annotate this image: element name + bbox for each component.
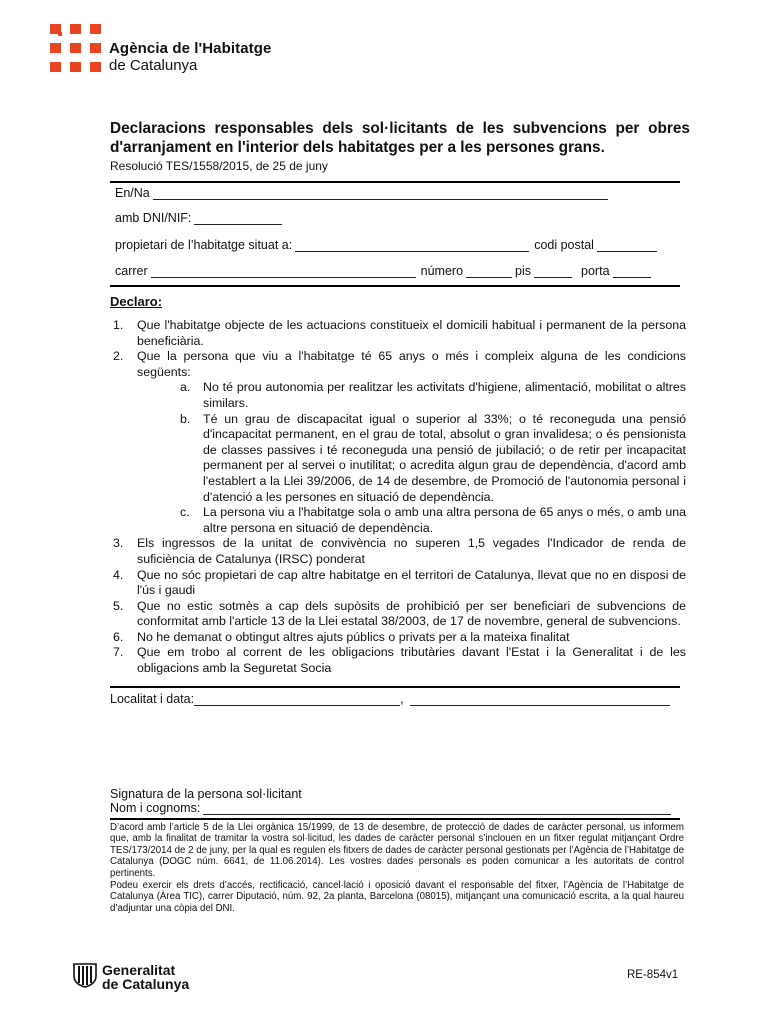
dni-field[interactable] bbox=[194, 212, 282, 225]
porta-field[interactable] bbox=[613, 265, 651, 278]
numero-label: número bbox=[420, 264, 464, 278]
codi-postal-field[interactable] bbox=[597, 239, 657, 252]
list-item: 4. Que no sóc propietari de cap altre habitatge en el territori de Catalunya, llevat que no en disposi de l'ús i gaudi bbox=[113, 567, 686, 598]
list-item: 2. Que la persona que viu a l'habitatge té 65 anys o més i compleix alguna de les condicions següents: bbox=[113, 349, 686, 379]
carrer-label: carrer bbox=[115, 264, 148, 278]
list-item: 3. Els ingressos de la unitat de convivència no superen 1,5 vegades l'Indicador de renda de suficiència de Catalunya (IRSC) ponderat bbox=[113, 536, 686, 566]
generalitat-emblem-icon bbox=[72, 962, 98, 988]
agency-name: Agència de l'Habitatge bbox=[109, 40, 272, 57]
localitat-label: Localitat i data: bbox=[110, 692, 195, 706]
enna-field[interactable] bbox=[153, 187, 608, 200]
divider bbox=[110, 181, 680, 183]
divider bbox=[110, 285, 680, 287]
propietari-label: propietari de l’habitatge situat a: bbox=[115, 238, 293, 252]
data-protection-notice: D’acord amb l’article 5 de la Llei orgànica 15/1999, de 13 de desembre, de protecció de dades de caràcter personal, us informem que, amb la finalitat de tramitar la vostra sol·licitud, les dades de caràcter personal s’inclouen en un fitxer regulat mitjançant Ordre TES/173/2014 de 2 de juny, per la qual es regulen els fitxers de dades de caràcter personal gestionats per l’Agència de l’Habitatge de Catalunya (DOGC núm. 6641, de 11.06.2014). Les vostres dades personals es poden comunicar a les autoritats de control pertinents. Podeu exercir els drets d’accés, rectificació, cancel·lació i oposició davant el responsable del fitxer, l’Agència de l’Habitatge de Catalunya (Àrea TIC), carrer Diputació, núm. 92, 2a planta, Barcelona (08015), mitjançant una comunicació escrita, a la qual haureu d’adjuntar una còpia del DNI. bbox=[110, 822, 684, 914]
carrer-field[interactable] bbox=[151, 265, 416, 278]
list-item: 6. No he demanat o obtingut altres ajuts públics o privats per a la mateixa finalitat bbox=[113, 629, 570, 644]
agency-logo-icon bbox=[50, 24, 101, 72]
declarations-list bbox=[110, 318, 686, 677]
generalitat-logo-text: Generalitat de Catalunya bbox=[102, 962, 190, 992]
list-subitem: b. Té un grau de discapacitat igual o superior al 33%; o té reconeguda una pensió d'incapacitat permanent, en el grau de total, absolut o gran invalidesa; o és pensionista de classes passives i té reconeguda una pensió de jubilació; o de retir per incapacitat permanent per al servei o inutilitat; o acredita algun grau de dependència, d'acord amb l'establert a la Llei 39/2006, de 14 de desembre, de Promoció de l'autonomia personal i d'atenció a les persones en situació de dependència. bbox=[180, 411, 686, 504]
dni-label: amb DNI/NIF: bbox=[115, 211, 192, 225]
list-item: 5. Que no estic sotmès a cap dels supòsits de prohibició per ser beneficiari de subvencions de conformitat amb l'article 13 de la Llei estatal 38/2003, de 17 de novembre, general de subvencions. bbox=[113, 598, 686, 629]
enna-row bbox=[115, 186, 611, 200]
list-item: 7. Que em trobo al corrent de les obligacions tributàries davant l'Estat i la Generalitat i de les obligacions amb la Seguretat Socia bbox=[113, 645, 686, 676]
list-item: 1. Que l'habitatge objecte de les actuacions constitueix el domicili habitual i permanent de la persona beneficiària. bbox=[113, 318, 686, 348]
list-subitem: a. No té prou autonomia per realitzar les activitats d'higiene, alimentació, mobilitat o altres similars. bbox=[180, 380, 686, 410]
address-row bbox=[115, 238, 660, 252]
divider bbox=[110, 818, 680, 820]
codi-postal-label: codi postal bbox=[534, 238, 594, 252]
nom-label: Nom i cognoms: bbox=[110, 801, 201, 815]
divider bbox=[110, 686, 680, 688]
pis-field[interactable] bbox=[534, 265, 572, 278]
declaro-heading: Declaro: bbox=[110, 294, 163, 309]
street-row bbox=[115, 264, 654, 278]
address-field[interactable] bbox=[295, 239, 529, 252]
numero-field[interactable] bbox=[466, 265, 512, 278]
document-title: Declaracions responsables dels sol·licitants de les subvencions per obres d'arranjament en l'interior dels habitatges per a les persones grans. bbox=[110, 120, 690, 156]
nom-row bbox=[110, 801, 674, 815]
list-subitem: c. La persona viu a l'habitatge sola o amb una altra persona de 65 anys o més, o amb una altre persona en situació de dependència. bbox=[180, 505, 686, 535]
agency-subtitle: de Catalunya bbox=[109, 57, 198, 74]
pis-label: pis bbox=[515, 264, 532, 278]
form-reference: RE-854v1 bbox=[627, 969, 679, 981]
signatura-label: Signatura de la persona sol·licitant bbox=[110, 787, 302, 801]
data-field[interactable] bbox=[410, 693, 670, 706]
nom-field[interactable] bbox=[203, 802, 671, 815]
dni-row bbox=[115, 211, 285, 225]
resolution-reference: Resolució TES/1558/2015, de 25 de juny bbox=[110, 159, 328, 173]
localitat-field[interactable] bbox=[194, 693, 400, 706]
localitat-row: Localitat i data: , bbox=[110, 692, 673, 706]
enna-label: En/Na bbox=[115, 186, 150, 200]
porta-label: porta bbox=[581, 264, 610, 278]
